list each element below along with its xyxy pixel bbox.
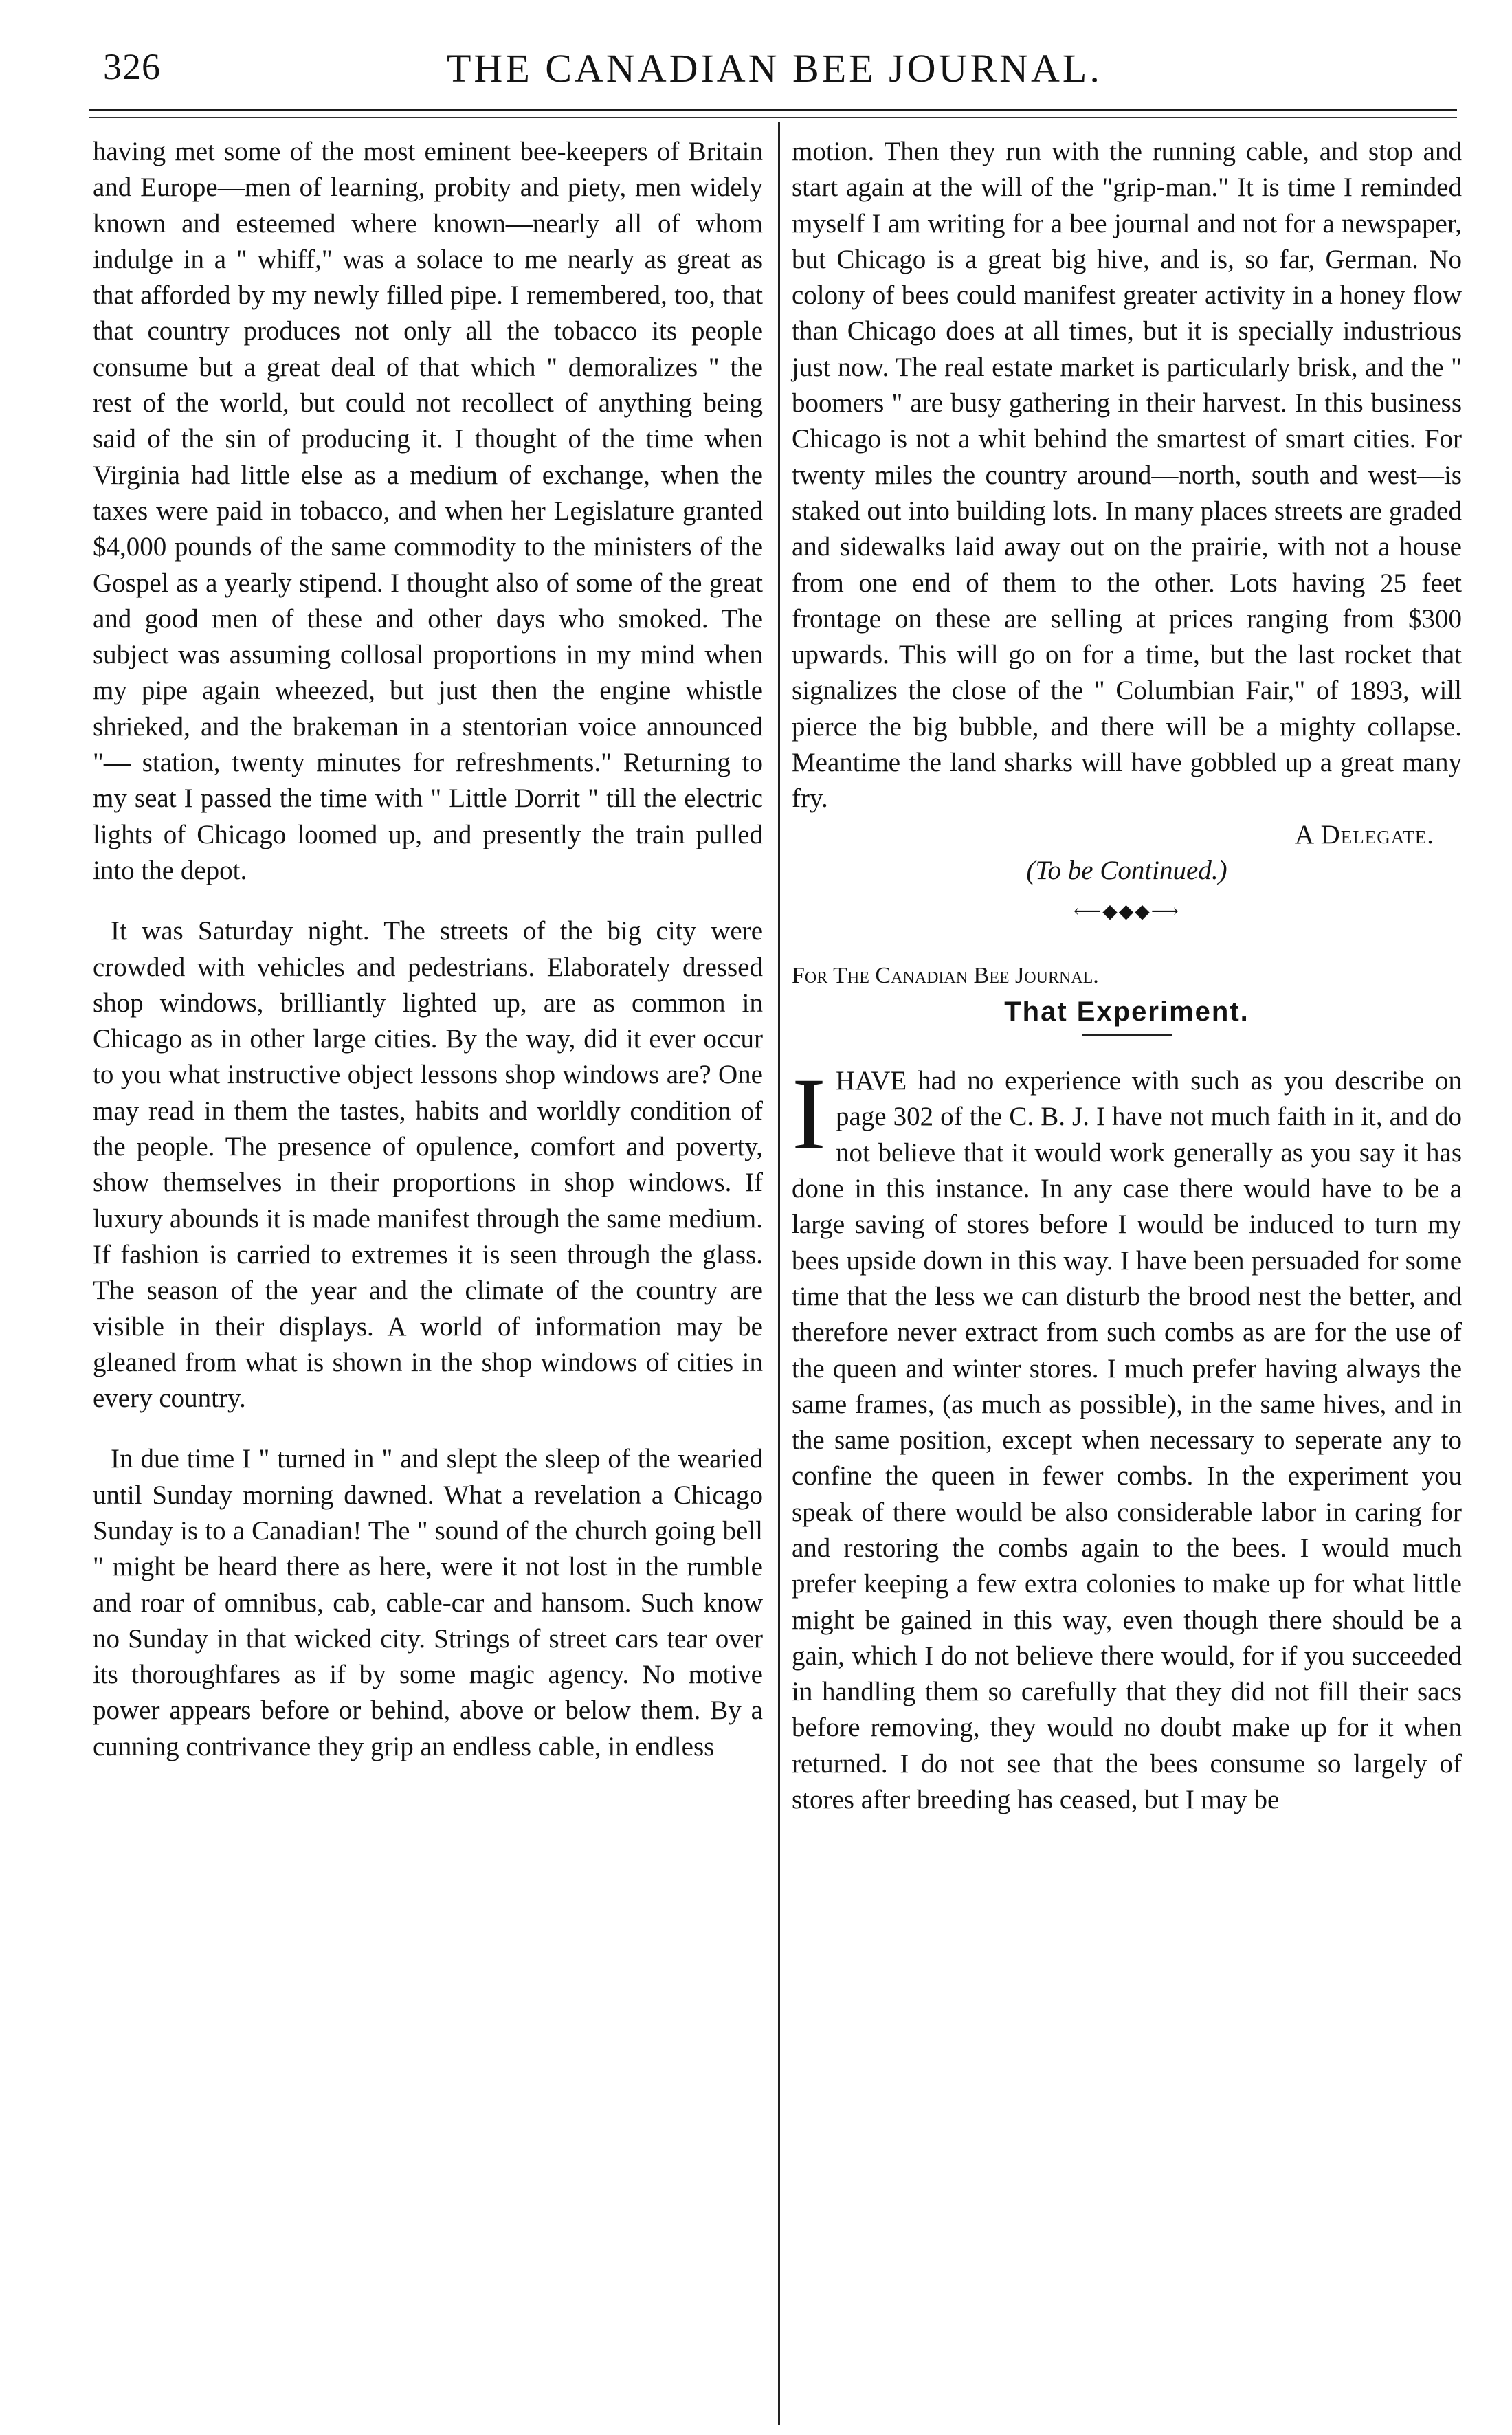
left-column [93, 134, 763, 1765]
signature: A Delegate. [1294, 819, 1434, 849]
column-divider [778, 122, 780, 2425]
journal-title: THE CANADIAN BEE JOURNAL. [447, 46, 1102, 91]
paragraph: In due time I " turned in " and slept the sleep of the wearied until Sunday morning dawned. What a revelation a Chicago Sunday is to a Canadian! The " sound of the church going bell " might be heard there as here, were it not lost in the rumble and roar of omnibus, cab, cable-car and hansom. Such know no Sunday in that wicked city. Strings of street cars tear over its thoroughfares as if by some magic agency. No motive power appears before or behind, above or below them. By a cunning contrivance they grip an endless cable, in endless [93, 1444, 763, 1761]
paragraph: having met some of the most eminent bee-keepers of Britain and Europe—men of learning, probity and piety, men widely known and esteemed where known—nearly all of whom indulge in a " whiff," was a solace to me nearly as great as that afforded by my newly filled pipe. I remembered, too, that that country produces not only all the tobacco its people consume but a great deal of that which " demoralizes " the rest of the world, but could not recollect of anything being said of the sin of producing it. I thought of the time when Virginia had little else as a medium of exchange, when the taxes were paid in tobacco, and when her Legislature granted $4,000 pounds of the same commodity to the ministers of the Gospel as a yearly stipend. I thought also of some of the great and good men of these and other days who smoked. The subject was assuming collosal proportions in my mind when my pipe again wheezed, but just then the engine whistle shrieked, and the brakeman in a stentorian voice announced "— station, twenty minutes for refreshments." Returning to my seat I passed the time with " Little Dorrit " till the electric lights of Chicago loomed up, and presently the train pulled into the depot. [93, 137, 763, 885]
title-rule [1082, 1034, 1172, 1036]
paragraph [792, 1057, 1462, 1818]
article-credit: For The Canadian Bee Journal. [792, 962, 1099, 988]
to-be-continued: (To be Continued.) [1026, 855, 1227, 885]
page-header [89, 40, 1457, 95]
article-title: That Experiment. [1004, 996, 1249, 1027]
ornament-divider: ⟵◆◆◆⟶ [1074, 901, 1180, 923]
paragraph-text: HAVE had no experience with such as you describe on page 302 of the C. B. J. I have not much faith in it, and do not believe that it would work generally as you say it has done in this instance. In any case there would have to be a large saving of stores before I would be induced to turn my bees upside down in this way. I have been persuaded for some time that the less we can disturb the brood nest the better, and therefore never extract from such combs as are for the use of the queen and winter stores. I much prefer having always the same frames, (as much as possible), in the same hives, and in the same position, except when necessary to seperate any to confine the queen in fewer combs. In the experiment you speak of there would be also considerable labor in caring for and restoring the combs again to the bees. I would much prefer keeping a few extra colonies to make up for what little might be gained in this way, even though there should be a gain, which I do not believe there would, for if you succeeded in handling them so carefully that they did not fill their sacs before removing, they would no doubt make up for it when returned. I do not see that the bees consume so largely of stores after breeding has ceased, but I may be [792, 1066, 1462, 1815]
paragraph: It was Saturday night. The streets of the big city were crowded with vehicles and pedestrians. Elaborately dressed shop windows, brilliantly lighted up, are as common in Chicago as in other large cities. By the way, did it ever occur to you what instructive object lessons shop windows are? One may read in them the tastes, habits and worldly condition of the people. The presence of opulence, comfort and poverty, show themselves in their proportions in shop windows. If luxury abounds it is made manifest through the same medium. If fashion is carried to extremes it is seen through the glass. The season of the year and the climate of the country are visible in their displays. A world of information may be gleaned from what is shown in the shop windows of cities in every country. [93, 916, 763, 1414]
page-number: 326 [103, 46, 161, 87]
paragraph: motion. Then they run with the running cable, and stop and start again at the will of the "grip-man." It is time I reminded myself I am writing for a bee journal and not for a newspaper, but Chicago is a great big hive, and is, so far, German. No colony of bees could manifest greater activity in a honey flow than Chicago does at all times, but it is specially industrious just now. The real estate market is particularly brisk, and the " boomers " are busy gathering in their harvest. In this business Chicago is not a whit behind the smartest of smart cities. For twenty miles the country around—north, south and west—is staked out into building lots. In many places streets are graded and sidewalks laid away out on the prairie, with not a house from one end of them to the other. Lots having 25 feet frontage on these are selling at prices ranging from $300 upwards. This will go on for a time, but the last rocket that signalizes the close of the " Columbian Fair," of 1893, will pierce the big bubble, and there will be a mighty collapse. Meantime the land sharks will have gobbled up a great many fry. [792, 137, 1462, 814]
header-rule-thin [89, 117, 1457, 118]
drop-cap: I [792, 1057, 826, 1172]
right-column [792, 134, 1462, 1818]
header-rule [89, 109, 1457, 111]
